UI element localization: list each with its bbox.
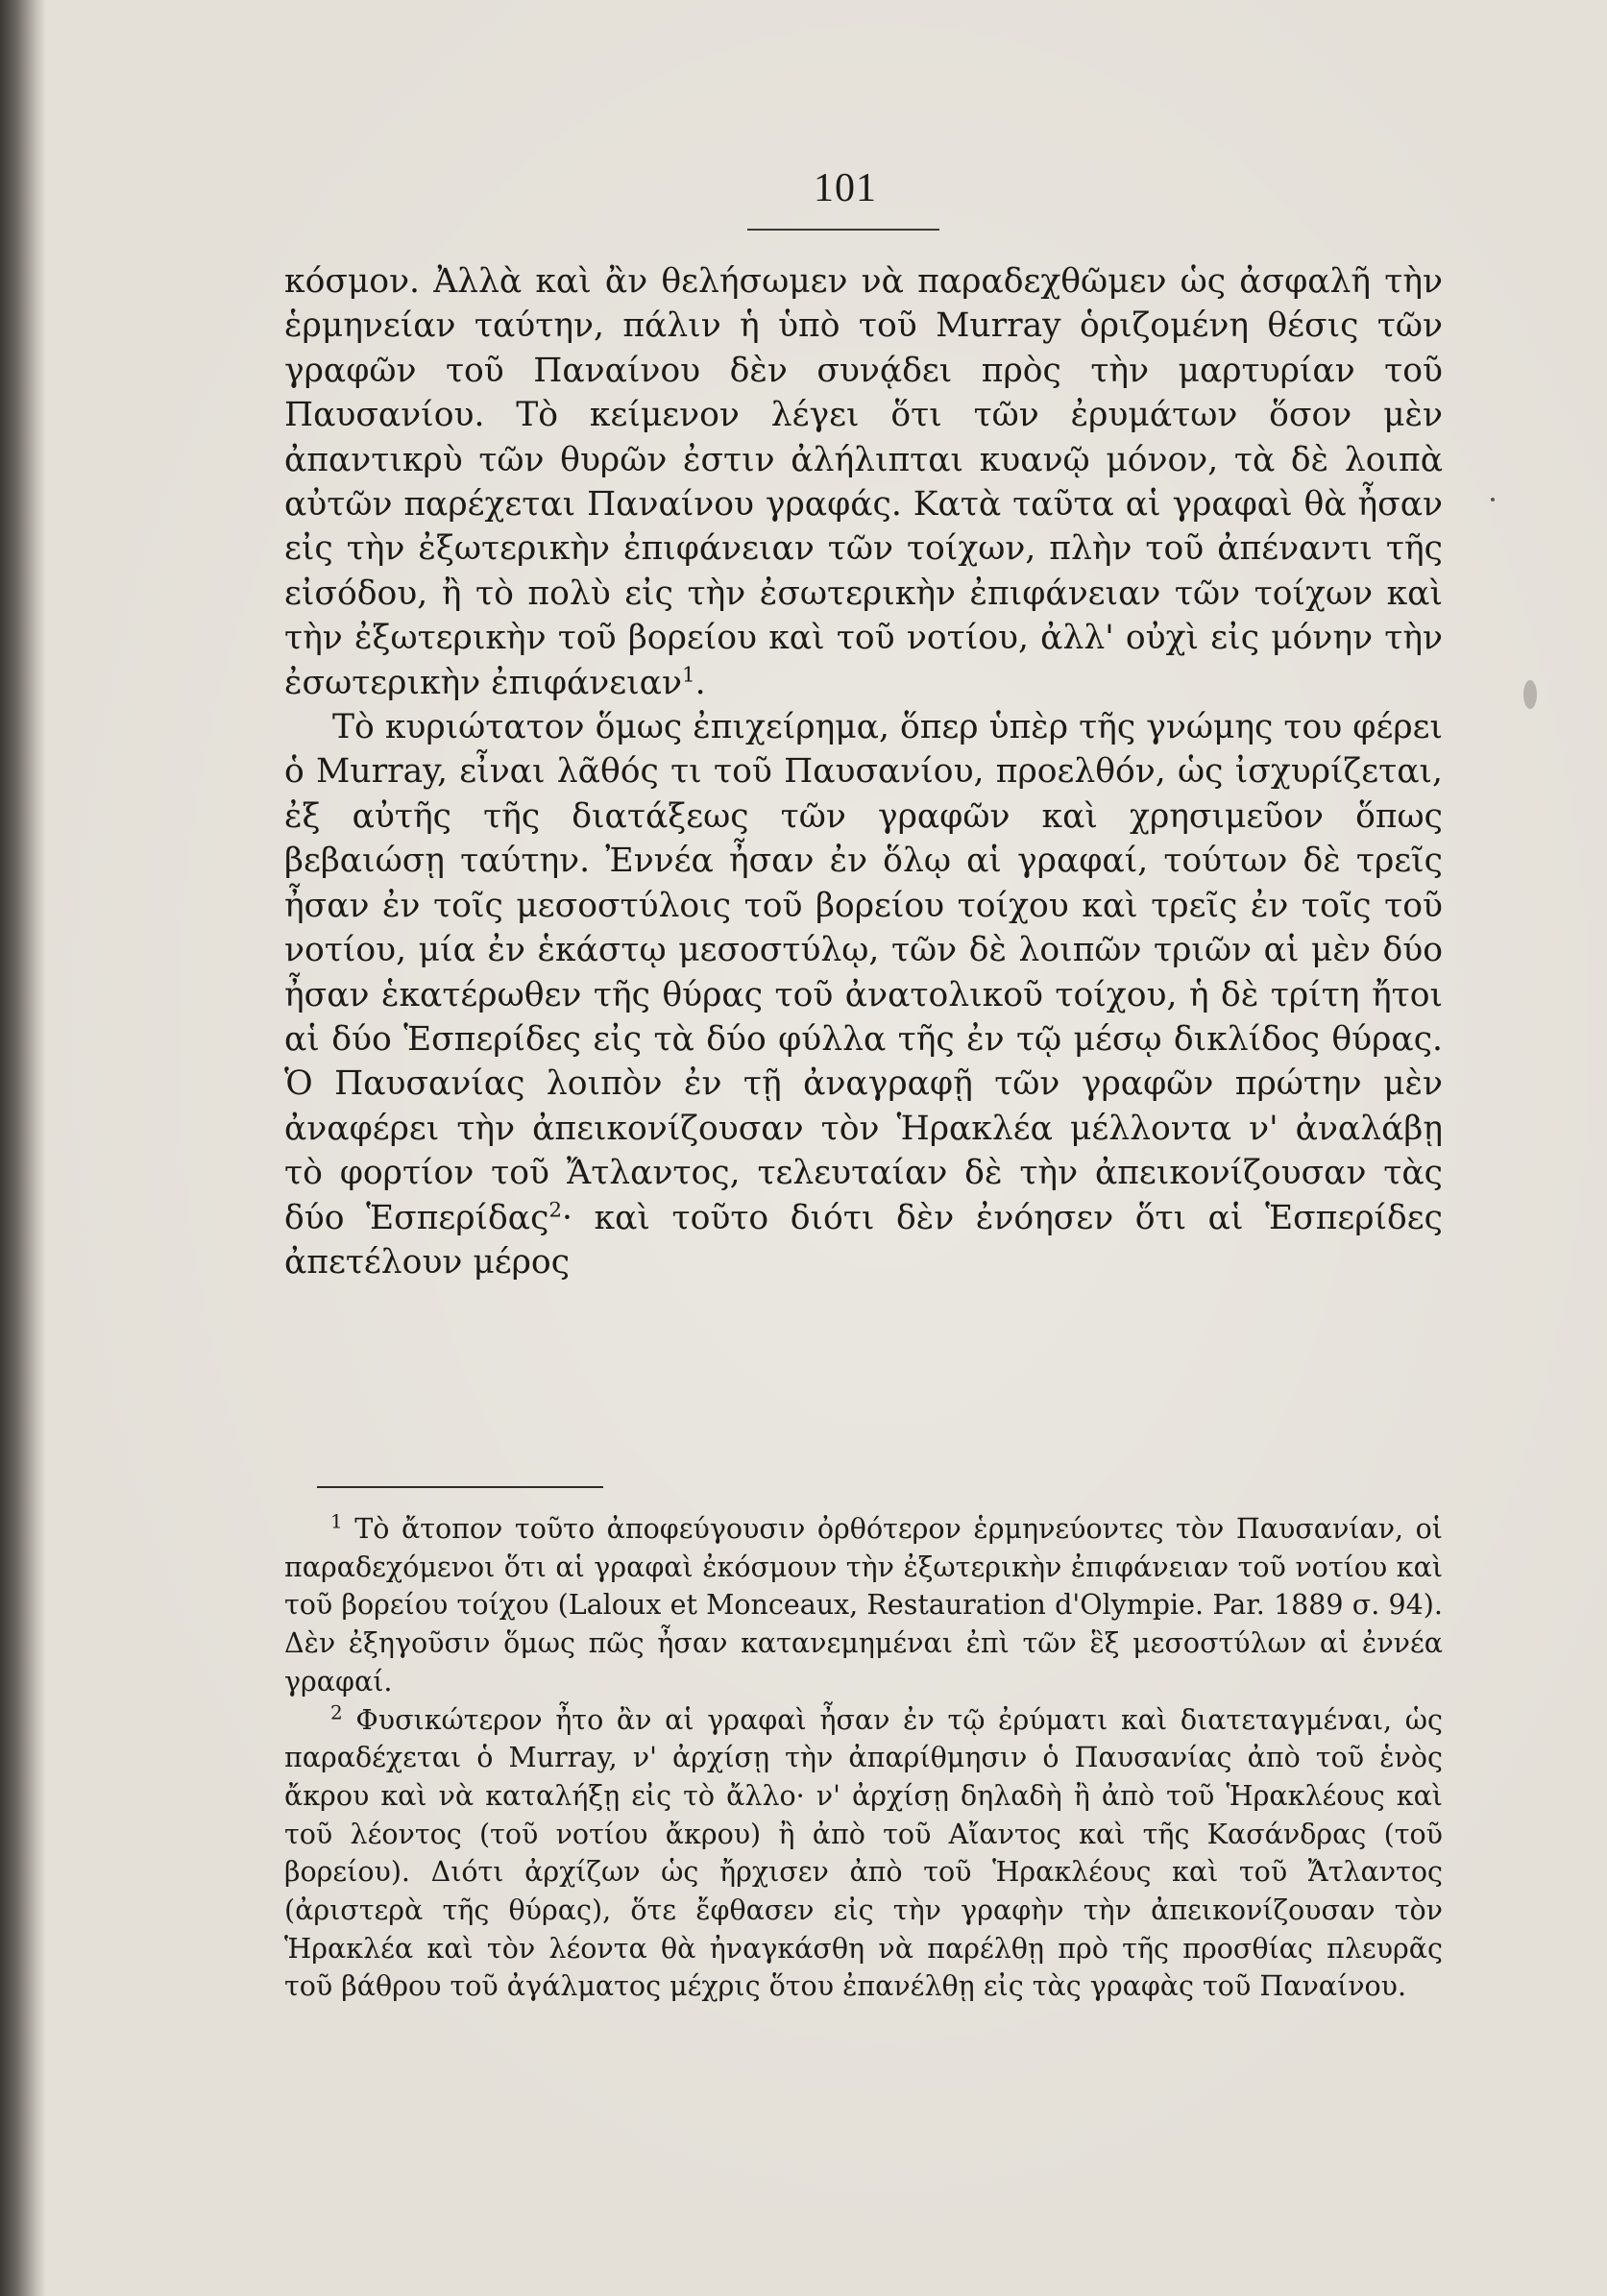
footnote-2-mark: 2: [330, 1700, 343, 1724]
header-rule: [747, 229, 939, 231]
paragraph-1: [284, 259, 1443, 705]
footnote-rule: [317, 1486, 603, 1488]
page-number: 101: [814, 166, 877, 210]
paragraph-1-text: κόσμον. Ἀλλὰ καὶ ἂν θελήσωμεν νὰ παραδεχθῶμεν ὡς ἀσφαλῆ τὴν ἑρμηνείαν ταύτην, πάλιν ἡ ὑπὸ τοῦ Murray ὁριζομένη θέσις τῶν γραφῶν τοῦ Παναίνου δὲν συνᾴδει πρὸς τὴν μαρτυρίαν τοῦ Παυσανίου. Τὸ κείμενον λέγει ὅτι τῶν ἐρυμάτων ὅσον μὲν ἀπαντικρὺ τῶν θυρῶν ἐστιν ἀλήλιπται κυανῷ μόνον, τὰ δὲ λοιπὰ αὐτῶν παρέχεται Παναίνου γραφάς. Κατὰ ταῦτα αἱ γραφαὶ θὰ ἦσαν εἰς τὴν ἐξωτερικὴν ἐπιφάνειαν τῶν τοίχων, πλὴν τοῦ ἀπέναντι τῆς εἰσόδου, ἢ τὸ πολὺ εἰς τὴν ἐσωτερικὴν ἐπιφάνειαν τῶν τοίχων καὶ τὴν ἐξωτερικὴν τοῦ βορείου καὶ τοῦ νοτίου, ἀλλ' οὐχὶ εἰς μόνην τὴν ἐσωτερικὴν ἐπιφάνειαν: [284, 262, 1443, 702]
footnote-1-mark: 1: [330, 1509, 343, 1533]
paragraph-1-end: .: [694, 663, 706, 702]
paper-stain: [1523, 680, 1537, 709]
footnote-ref-2: 2: [548, 1198, 563, 1223]
main-text: [284, 259, 1443, 1284]
footnote-2-text: Φυσικώτερον ἦτο ἂν αἱ γραφαὶ ἦσαν ἐν τῷ ἐρύματι καὶ διατεταγμέναι, ὡς παραδέχεται ὁ Murray, ν' ἀρχίσῃ τὴν ἀπαρίθμησιν ὁ Παυσανίας ἀπὸ τοῦ ἑνὸς ἄκρου καὶ νὰ καταλήξῃ εἰς τὸ ἄλλο· ν' ἀρχίσῃ δηλαδὴ ἢ ἀπὸ τοῦ Ἡρακλέους καὶ τοῦ λέοντος (τοῦ νοτίου ἄκρου) ἢ ἀπὸ τοῦ Αἴαντος καὶ τῆς Κασάνδρας (τοῦ βορείου). Διότι ἀρχίζων ὡς ἤρχισεν ἀπὸ τοῦ Ἡρακλέους καὶ τοῦ Ἄτλαντος (ἀριστερὰ τῆς θύρας), ὅτε ἔφθασεν εἰς τὴν γραφὴν τὴν ἀπεικονίζουσαν τὸν Ἡρακλέα καὶ τὸν λέοντα θὰ ἠναγκάσθη νὰ παρέλθῃ πρὸ τῆς προσθίας πλευρᾶς τοῦ βάθρου τοῦ ἀγάλματος μέχρις ὅτου ἐπανέλθῃ εἰς τὰς γραφὰς τοῦ Παναίνου.: [284, 1703, 1443, 2003]
footnote-ref-1: 1: [681, 663, 695, 688]
footnote-1: [284, 1510, 1443, 1701]
footnote-1-text: Τὸ ἄτοπον τοῦτο ἀποφεύγουσιν ὀρθότερον ἑρμηνεύοντες τὸν Παυσανίαν, οἱ παραδεχόμενοι ὅτι αἱ γραφαὶ ἐκόσμουν τὴν ἐξωτερικὴν ἐπιφάνειαν τοῦ νοτίου καὶ τοῦ βορείου τοίχου (Laloux et Monceaux, Restauration d'Olympie. Par. 1889 σ. 94). Δὲν ἐξηγοῦσιν ὅμως πῶς ἦσαν κατανεμημέναι ἐπὶ τῶν ἓξ μεσοστύλων αἱ ἐννέα γραφαί.: [284, 1513, 1443, 1698]
binding-shadow: [0, 0, 46, 2296]
paragraph-2-end: · καὶ τοῦτο διότι δὲν ἐνόησεν ὅτι αἱ Ἑσπερίδες ἀπετέλουν μέρος: [284, 1198, 1443, 1282]
ink-dot: [1491, 498, 1495, 501]
paragraph-2-text: Τὸ κυριώτατον ὅμως ἐπιχείρημα, ὅπερ ὑπὲρ τῆς γνώμης του φέρει ὁ Murray, εἶναι λᾶθός τι τοῦ Παυσανίου, προελθόν, ὡς ἰσχυρίζεται, ἐξ αὐτῆς τῆς διατάξεως τῶν γραφῶν καὶ χρησιμεῦον ὅπως βεβαιώσῃ ταύτην. Ἐννέα ἦσαν ἐν ὅλῳ αἱ γραφαί, τούτων δὲ τρεῖς ἦσαν ἐν τοῖς μεσοστύλοις τοῦ βορείου τοίχου καὶ τρεῖς ἐν τοῖς τοῦ νοτίου, μία ἐν ἑκάστῳ μεσοστύλῳ, τῶν δὲ λοιπῶν τριῶν αἱ μὲν δύο ἦσαν ἑκατέρωθεν τῆς θύρας τοῦ ἀνατολικοῦ τοίχου, ἡ δὲ τρίτη ἤτοι αἱ δύο Ἑσπερίδες εἰς τὰ δύο φύλλα τῆς ἐν τῷ μέσῳ δικλίδος θύρας. Ὁ Παυσανίας λοιπὸν ἐν τῇ ἀναγραφῇ τῶν γραφῶν πρώτην μὲν ἀναφέρει τὴν ἀπεικονίζουσαν τὸν Ἡρακλέα μέλλοντα ν' ἀναλάβῃ τὸ φορτίον τοῦ Ἄτλαντος, τελευταίαν δὲ τὴν ἀπεικονίζουσαν τὰς δύο Ἑσπερίδας: [284, 708, 1443, 1237]
footnote-2: [284, 1701, 1443, 2007]
footnotes: [284, 1510, 1443, 2006]
paragraph-2: [284, 705, 1443, 1284]
